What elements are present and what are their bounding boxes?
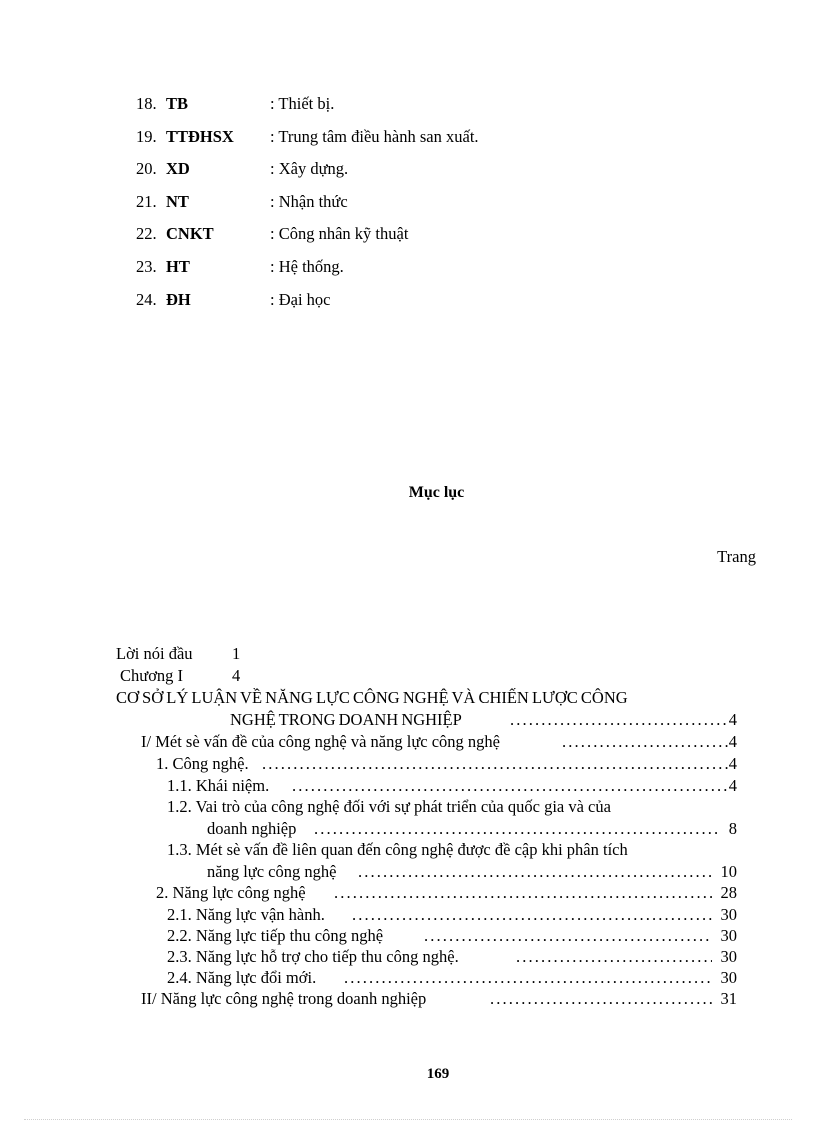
abbreviation-row [136,222,479,255]
toc-entry-text: 2.1. Năng lực vận hành. [167,905,325,924]
abbreviation-description: : Hệ thống. [270,256,344,276]
toc-chapter-title-page: 4 [728,710,737,729]
toc-entry-text: 1.1. Khái niệm. [167,776,270,795]
toc-chapter-title-line2: NGHỆ TRONG DOANH NGHIỆP [230,710,462,729]
toc-title: Mục lục [408,484,465,501]
toc-entry-continuation: năng lực công nghệ [207,862,337,881]
toc-leader-dots [352,904,712,925]
toc-entry-page: 31 [720,989,737,1008]
toc-entry-text: 2. Năng lực công nghệ [156,883,306,902]
abbreviation-row [136,92,479,125]
toc-entry-text: 2.2. Năng lực tiếp thu công nghệ [167,926,384,945]
toc-entry-page: 8 [728,819,737,838]
abbreviation-code: TB [166,94,189,113]
abbreviation-number: 23. [136,256,157,276]
abbreviation-number: 24. [136,289,157,309]
toc-foreword-label: Lời nói đầu [116,644,193,663]
toc-chapter-page: 4 [232,666,241,685]
toc-foreword-page: 1 [232,644,241,663]
toc-entry-page: 30 [720,968,737,987]
abbreviation-number: 21. [136,191,157,211]
toc-leader-dots [516,946,712,967]
toc-entry-page: 28 [720,883,737,902]
toc-entry-text: II/ Năng lực công nghệ trong doanh nghiệp [141,989,427,1008]
abbreviation-description: : Thiết bị. [270,94,335,113]
abbreviation-code: CNKT [166,224,214,244]
abbreviation-row [136,157,479,190]
toc-entry-text: 1.2. Vai trò của công nghệ đối với sự phát triển của quốc gia và của [167,797,611,816]
abbreviation-number: 22. [136,224,157,244]
abbreviation-description: : Công nhân kỹ thuật [270,224,409,244]
abbreviation-description: : Trung tâm điều hành san xuất. [270,126,479,146]
abbreviation-number: 20. [136,159,157,179]
toc-entry-continuation: doanh nghiệp [207,819,297,838]
abbreviation-description: : Nhận thức [270,191,348,211]
toc-entry-page: 4 [728,754,737,773]
toc-entry-text: 1. Công nghệ. [156,754,249,773]
page-number: 169 [426,1066,450,1082]
abbreviation-row [136,125,479,158]
abbreviation-row [136,190,479,223]
toc-entry-text: I/ Mét sè vấn đề của công nghệ và năng lực công nghệ [141,732,500,751]
abbreviation-number: 19. [136,126,157,146]
toc-leader-dots [262,753,728,774]
toc-chapter-title-line1: CƠ SỞ LÝ LUẬN VỀ NĂNG LỰC CÔNG NGHỆ VÀ CHIẾN LƯỢC CÔNG [116,688,628,707]
toc-entry-page: 4 [728,776,737,795]
toc-entry-page: 4 [728,732,737,751]
abbreviation-code: TTĐHSX [166,126,234,146]
page-border [24,1119,792,1120]
toc-entry-page: 30 [720,926,737,945]
abbreviation-description: : Xây dựng. [270,159,349,179]
abbreviation-code: NT [166,191,189,211]
toc-entry-page: 30 [720,947,737,966]
toc-leader-dots [490,988,712,1009]
toc-leader-dots [358,861,712,882]
abbreviation-code: XD [166,159,190,179]
toc-leader-dots [314,818,720,839]
toc-entry-text: 2.4. Năng lực đổi mới. [167,968,317,987]
abbreviation-number: 18. [136,94,157,113]
toc-chapter-label: Chương I [120,666,184,685]
abbreviation-code: HT [166,256,190,276]
abbreviation-row [136,288,479,321]
abbreviation-row [136,255,479,288]
toc-leader-dots [344,967,712,988]
abbreviation-code: ĐH [166,289,191,309]
abbreviation-description: : Đại học [270,289,331,309]
toc-entry-page: 30 [720,905,737,924]
toc-page-label: Trang [717,547,756,566]
toc-entry-text: 1.3. Mét sè vấn đề liên quan đến công nghệ được đề cập khi phân tích [167,840,628,859]
toc-entry-page: 10 [720,862,737,881]
toc-leader-dots [292,775,728,796]
toc-entry-text: 2.3. Năng lực hỗ trợ cho tiếp thu công nghệ. [167,947,459,966]
abbreviation-list [136,92,479,320]
toc-leader-dots [334,882,712,903]
toc-leader-dots [510,709,728,730]
toc-leader-dots [424,925,712,946]
